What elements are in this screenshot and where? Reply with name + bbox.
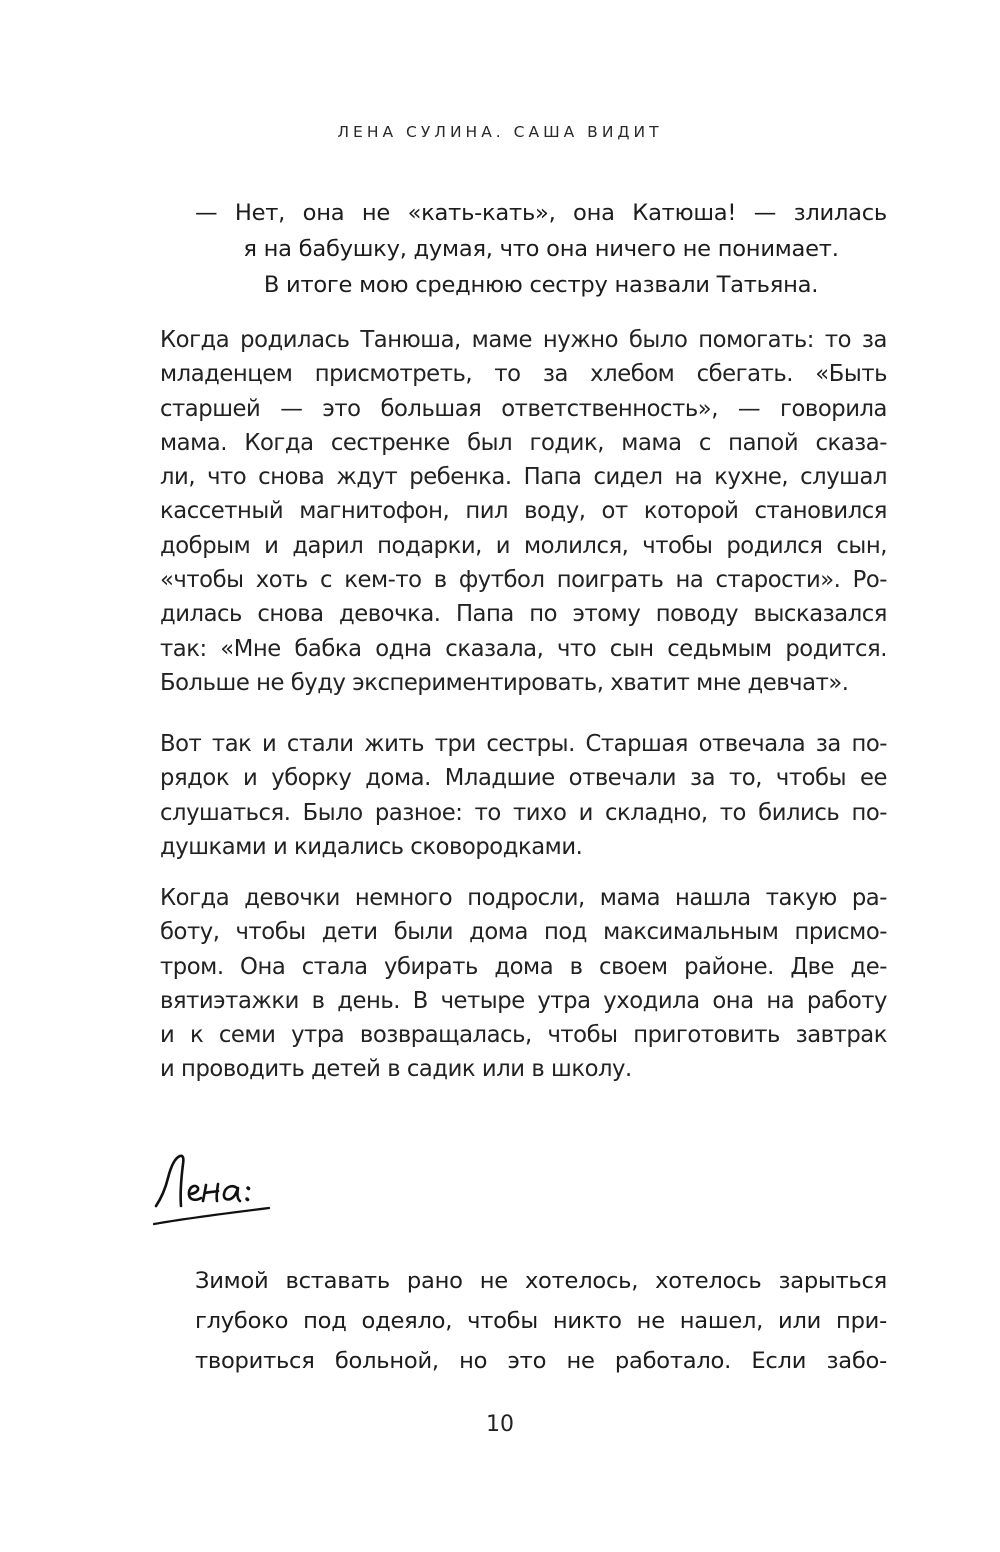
text-line: мама. Когда сестренке был годик, мама с папой сказа- [160, 429, 887, 456]
running-head: ЛЕНА СУЛИНА. САША ВИДИТ [337, 123, 663, 141]
text-line: глубоко под одеяло, чтобы никто не нашел, или при- [195, 1308, 887, 1334]
text-line: рядок и уборку дома. Младшие отвечали за то, чтобы ее [160, 765, 887, 792]
text-line: душками и кидались сковородками. [160, 833, 583, 860]
text-line: и проводить детей в садик или в школу. [160, 1056, 632, 1083]
text-line: добрым и дарил подарки, и молился, чтобы родился сын, [160, 532, 887, 559]
dialogue-block [195, 195, 887, 303]
text-line: кассетный магнитофон, пил воду, от которой становился [160, 498, 887, 525]
text-line: я на бабушку, думая, что она ничего не понимает. [243, 236, 839, 262]
text-line: Когда девочки немного подросли, мама нашла такую ра- [160, 885, 887, 911]
text-line: Зимой вставать рано не хотелось, хотелось зарыться [195, 1268, 887, 1294]
handwritten-signature [148, 1138, 308, 1238]
text-line: Когда родилась Танюша, маме нужно было помогать: то за [160, 327, 887, 353]
text-line: Больше не буду экспериментировать, хватит мне девчат». [160, 669, 849, 696]
text-line: боту, чтобы дети были дома под максимальным присмо- [160, 919, 887, 946]
text-line: В итоге мою среднюю сестру назвали Татьяна. [263, 272, 819, 298]
text-line: Вот так и стали жить три сестры. Старшая отвечала за по- [160, 731, 887, 757]
text-line: вятиэтажки в день. В четыре утра уходила она на работу [160, 987, 887, 1014]
text-line: дилась снова девочка. Папа по этому поводу высказался [160, 601, 887, 628]
text-line: — Нет, она не «кать-кать», она Катюша! — злилась [195, 200, 887, 226]
paragraph [160, 881, 887, 1087]
text-line: твориться больной, но это не работало. Если забо- [195, 1348, 887, 1374]
text-line: «чтобы хоть с кем-то в футбол поиграть на старости». Ро- [160, 567, 887, 594]
text-line: слушаться. Было разное: то тихо и складно, то бились по- [160, 799, 887, 826]
text-line: и к семи утра возвращалась, чтобы приготовить завтрак [160, 1022, 887, 1049]
paragraph [160, 727, 887, 864]
text-line: младенцем присмотреть, то за хлебом сбегать. «Быть [160, 361, 887, 388]
text-line: старшей — это большая ответственность», — говорила [160, 395, 887, 422]
text-line: тром. Она стала убирать дома в своем районе. Две де- [160, 953, 887, 980]
paragraph [160, 323, 887, 700]
closing-paragraph [195, 1261, 887, 1381]
page-number: 10 [486, 1412, 514, 1437]
text-line: ли, что снова ждут ребенка. Папа сидел на кухне, слушал [160, 464, 887, 491]
text-line: так: «Мне бабка одна сказала, что сын седьмым родится. [160, 635, 887, 662]
